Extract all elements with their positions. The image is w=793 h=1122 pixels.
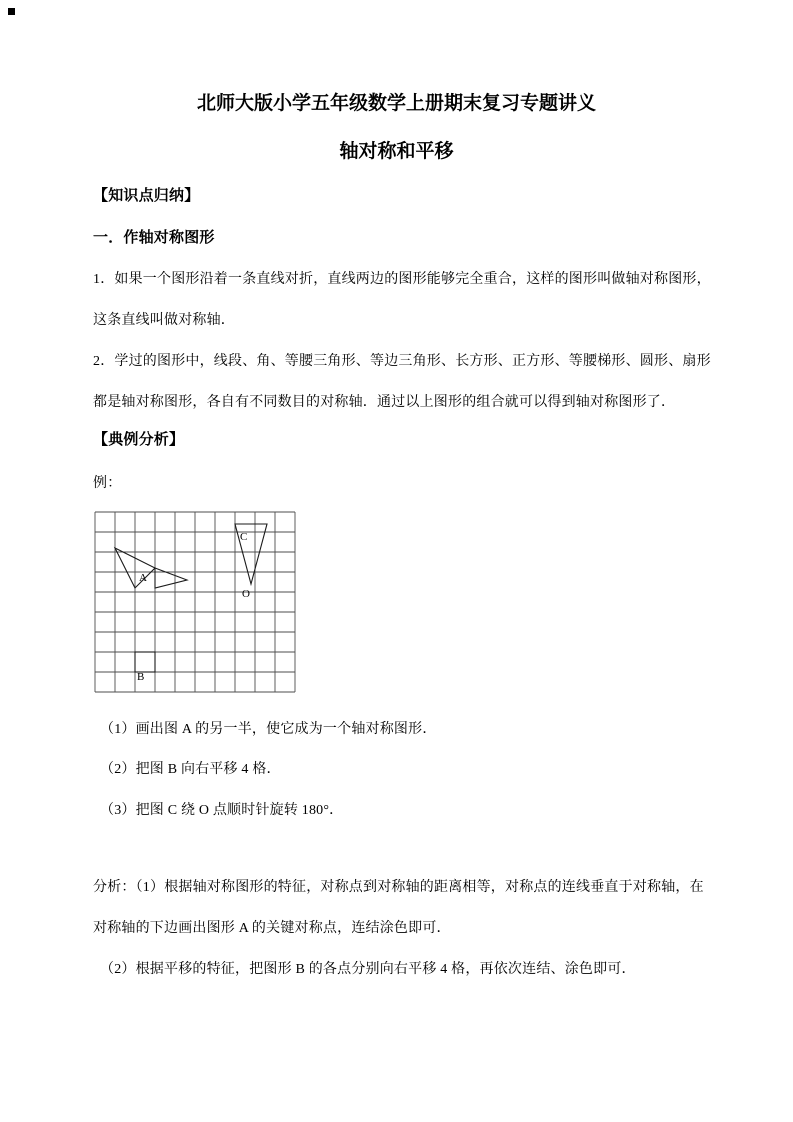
page-corner-marker — [8, 8, 15, 15]
doc-subtitle: 轴对称和平移 — [339, 141, 454, 162]
shape-a-label: A — [139, 572, 147, 584]
question-3: （3）把图 C 绕 O 点顺时针旋转 180°． — [100, 803, 344, 818]
example-label: 例： — [93, 476, 122, 491]
grid-figure — [90, 508, 302, 700]
knowledge-points-header: 【知识点归纳】 — [93, 188, 200, 204]
example-analysis-header: 【典例分析】 — [93, 432, 185, 448]
shape-b-label: B — [137, 671, 145, 683]
grid-figure-svg — [90, 508, 302, 700]
knowledge-point-2-line-2: 都是轴对称图形，各自有不同数目的对称轴．通过以上图形的组合就可以得到轴对称图形了． — [93, 395, 676, 410]
knowledge-point-1-line-2: 这条直线叫做对称轴． — [93, 313, 235, 328]
analysis-line-2: 对称轴的下边画出图形 A 的关键对称点，连结涂色即可． — [93, 921, 451, 936]
grid-lines — [95, 512, 295, 692]
shape-b-square — [135, 652, 155, 672]
knowledge-point-2-line-1: 2．学过的图形中，线段、角、等腰三角形、等边三角形、长方形、正方形、等腰梯形、圆形、扇形 — [93, 354, 711, 369]
doc-title: 北师大版小学五年级数学上册期末复习专题讲义 — [196, 93, 596, 114]
point-o-label: O — [242, 588, 250, 600]
topic-heading: 一．作轴对称图形 — [93, 230, 215, 246]
analysis-line-3: （2）根据平移的特征，把图形 B 的各点分别向右平移 4 格，再依次连结、涂色即可． — [100, 962, 636, 977]
shape-c-label: C — [240, 531, 248, 543]
knowledge-point-1-line-1: 1．如果一个图形沿着一条直线对折，直线两边的图形能够完全重合，这样的图形叫做轴对称图形， — [93, 272, 711, 287]
shape-a-right-triangle — [155, 568, 187, 588]
question-1: （1）画出图 A 的另一半，使它成为一个轴对称图形． — [100, 722, 437, 737]
analysis-line-1: 分析：（1）根据轴对称图形的特征，对称点到对称轴的距离相等，对称点的连线垂直于对称轴，在 — [93, 880, 704, 895]
question-2: （2）把图 B 向右平移 4 格． — [100, 762, 281, 777]
